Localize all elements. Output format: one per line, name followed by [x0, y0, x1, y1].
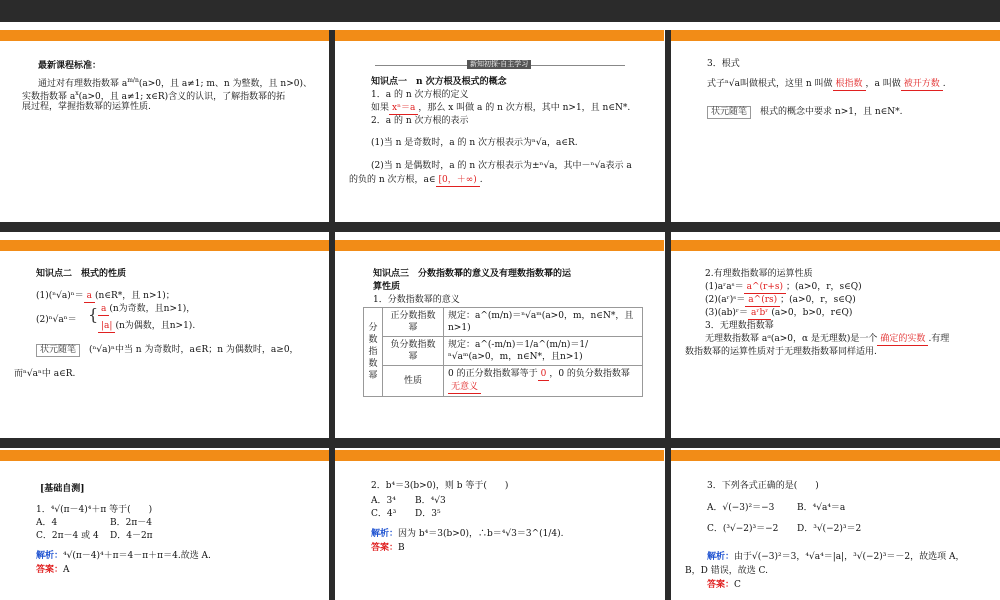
curriculum-line-1: 通过对有理数指数幂 $a^{m/n}(a>0$，且 a≠1; m、n 为整数，且 n>0)、 [38, 77, 312, 89]
q2-option-d: D．3⁵ [415, 509, 441, 519]
irrational-definition: 无理数指数幂 aᵅ(a>0，α 是无理数)是一个 确定的实数 .有理 [705, 334, 950, 344]
knowledge-point-1-title: 知识点一 n 次方根及根式的概念 [371, 77, 507, 87]
slide-curriculum-standard [0, 30, 329, 215]
q2-explanation: 解析：因为 b⁴＝3(b>0)，∴b＝⁴√3＝3^(1/4). [371, 529, 564, 539]
slide-self-test-1 [0, 450, 329, 600]
q3-answer: 答案：C [707, 580, 741, 590]
kp2-even-case: |a| (n为偶数，且n>1). [98, 320, 195, 333]
slide-header-bar [335, 240, 664, 251]
knowledge-point-3-title-cont: 算性质 [373, 282, 401, 292]
slide-radical [671, 30, 1000, 215]
q1-option-c: C．2π－4 或 4 [36, 531, 99, 541]
q3-option-b: B．⁴√a⁴＝a [797, 503, 846, 513]
q2-answer: 答案：B [371, 543, 405, 553]
irrational-definition-cont: 数指数幂的运算性质对于无理数指数幂同样适用. [685, 347, 877, 357]
q3-explanation: 解析：由于√(−3)²＝3，⁴√a⁴＝|a|，³√(−2)³＝－2，故选项 A， [707, 552, 965, 562]
tip-tag: 状元随笔 [36, 344, 80, 357]
slide-header-bar [0, 240, 329, 251]
brace-symbol: { [88, 305, 99, 324]
fractional-exponent-table [363, 307, 643, 397]
kp2-odd-case: a (n为奇数，且n>1)， [98, 303, 195, 316]
tip-tag: 状元随笔 [707, 106, 751, 119]
table-cell-name: 正分数指数幂 [383, 308, 444, 337]
rule-2: (2)(aʳ)ˢ＝ a^(rs) ；(a>0，r，s∈Q) [705, 295, 856, 305]
curriculum-line-3: 展过程，掌握指数幂的运算性质. [22, 102, 151, 112]
slide-knowledge-point-3 [335, 240, 664, 430]
self-test-title: [基础自测] [40, 484, 85, 494]
irrational-heading: 3．无理数指数幂 [705, 321, 774, 331]
slide-header-bar [335, 30, 664, 41]
q1-answer: 答案：A [36, 565, 70, 575]
table-cell-value: 0 的正分数指数幂等于 0 ，0 的负分数指数幂无意义 [444, 366, 643, 397]
slide-header-bar [335, 450, 664, 461]
table-cell-name: 负分数指数幂 [383, 337, 444, 366]
slide-knowledge-point-1 [335, 30, 664, 215]
curriculum-title: 最新课程标准： [38, 61, 102, 71]
table-cell-name: 性质 [383, 366, 444, 397]
radical-heading: 3．根式 [707, 59, 740, 69]
row-separator-1 [0, 222, 1000, 232]
table-row [364, 366, 643, 397]
q1-option-b: B．2π－4 [110, 518, 152, 528]
rule-3: (3)(ab)ʳ＝ aʳbʳ (a>0，b>0，r∈Q) [705, 308, 853, 318]
section-badge: 新知初探·自主学习 [467, 60, 531, 69]
question-2: 2．b⁴＝3(b>0)，则 b 等于( ) [371, 481, 509, 491]
q3-option-c: C．(³√−2)³＝−2 [707, 524, 779, 534]
q3-explanation-cont: B，D 错误，故选 C. [685, 566, 768, 576]
curriculum-line-2: 实数指数幂 $a^x(a>0$，且 a≠1; x∈R)含义的认识，了解指数幂的拓 [22, 90, 286, 102]
kp1-even-case-cont: 的负的 n 次方根，a∈ [0，＋∞) . [349, 175, 483, 185]
rules-heading: 2.有理数指数幂的运算性质 [705, 269, 813, 279]
q2-option-a: A．3⁴ [371, 496, 396, 506]
kp3-item-1: 1．分数指数幂的意义 [373, 295, 460, 305]
slide-header-bar [0, 450, 329, 461]
kp1-item-1: 1．a 的 n 次方根的定义 [371, 90, 469, 100]
q2-option-b: B．⁴√3 [415, 496, 446, 506]
question-3: 3．下列各式正确的是( ) [707, 481, 819, 491]
q3-option-d: D．³√(−2)³＝2 [797, 524, 862, 534]
table-side-header: 分数指数幂 [364, 308, 383, 397]
radical-definition: 式子ⁿ√a叫做根式，这里 n 叫做 根指数 ，a 叫做 被开方数 . [707, 79, 946, 89]
knowledge-point-3-title: 知识点三 分数指数幂的意义及有理数指数幂的运 [373, 269, 572, 279]
slide-self-test-2 [335, 450, 664, 600]
slide-header-bar [0, 30, 329, 41]
kp2-property-2-label: (2)ⁿ√aⁿ＝ [36, 315, 77, 325]
rule-1: (1)aʳaˢ＝ a^(r+s) ；(a>0，r，s∈Q) [705, 282, 862, 292]
slide-knowledge-point-2 [0, 240, 329, 430]
slide-header-bar [671, 30, 1000, 41]
kp2-note-cont: 而ⁿ√aⁿ中 a∈R. [14, 369, 76, 379]
row-separator-2 [0, 438, 1000, 448]
table-row [364, 337, 643, 366]
knowledge-point-2-title: 知识点二 根式的性质 [36, 269, 127, 279]
kp1-item-2: 2．a 的 n 次方根的表示 [371, 116, 469, 126]
slide-operation-rules [671, 240, 1000, 430]
slide-header-bar [671, 450, 1000, 461]
q2-option-c: C．4³ [371, 509, 397, 519]
kp1-definition: 如果 xⁿ＝a ，那么 x 叫做 a 的 n 次方根，其中 n>1，且 n∈N*. [371, 103, 631, 113]
top-bar [0, 0, 1000, 22]
kp2-note: 状元随笔 (ⁿ√a)ⁿ中当 n 为奇数时，a∈R；n 为偶数时，a≥0， [36, 344, 299, 357]
q1-option-a: A．4 [36, 518, 58, 528]
table-cell-value: 规定：a^(m/n)＝ⁿ√aᵐ(a>0，m，n∈N*，且 n>1) [444, 308, 643, 337]
kp1-odd-case: (1)当 n 是奇数时，a 的 n 次方根表示为ⁿ√a，a∈R. [371, 138, 578, 148]
slide-self-test-3 [671, 450, 1000, 600]
slide-header-bar [671, 240, 1000, 251]
q1-option-d: D．4－2π [110, 531, 153, 541]
radical-note: 状元随笔 根式的概念中要求 n>1，且 n∈N*. [707, 106, 903, 119]
table-row [364, 308, 643, 337]
kp1-even-case: (2)当 n 是偶数时，a 的 n 次方根表示为±ⁿ√a，其中－ⁿ√a表示 a [371, 161, 632, 171]
question-1: 1．⁴√(π－4)⁴＋π 等于( ) [36, 505, 153, 515]
q3-option-a: A．√(−3)²＝−3 [707, 503, 775, 513]
kp2-property-1: (1)(ⁿ√a)ⁿ＝ a (n∈R*，且 n>1)； [36, 291, 175, 301]
q1-explanation: 解析：⁴√(π－4)⁴＋π＝4－π＋π＝4.故选 A. [36, 551, 211, 561]
table-cell-value: 规定：a^(-m/n)＝1/a^(m/n)＝1/ⁿ√aᵐ(a>0，m，n∈N*，且n>1) [444, 337, 643, 366]
